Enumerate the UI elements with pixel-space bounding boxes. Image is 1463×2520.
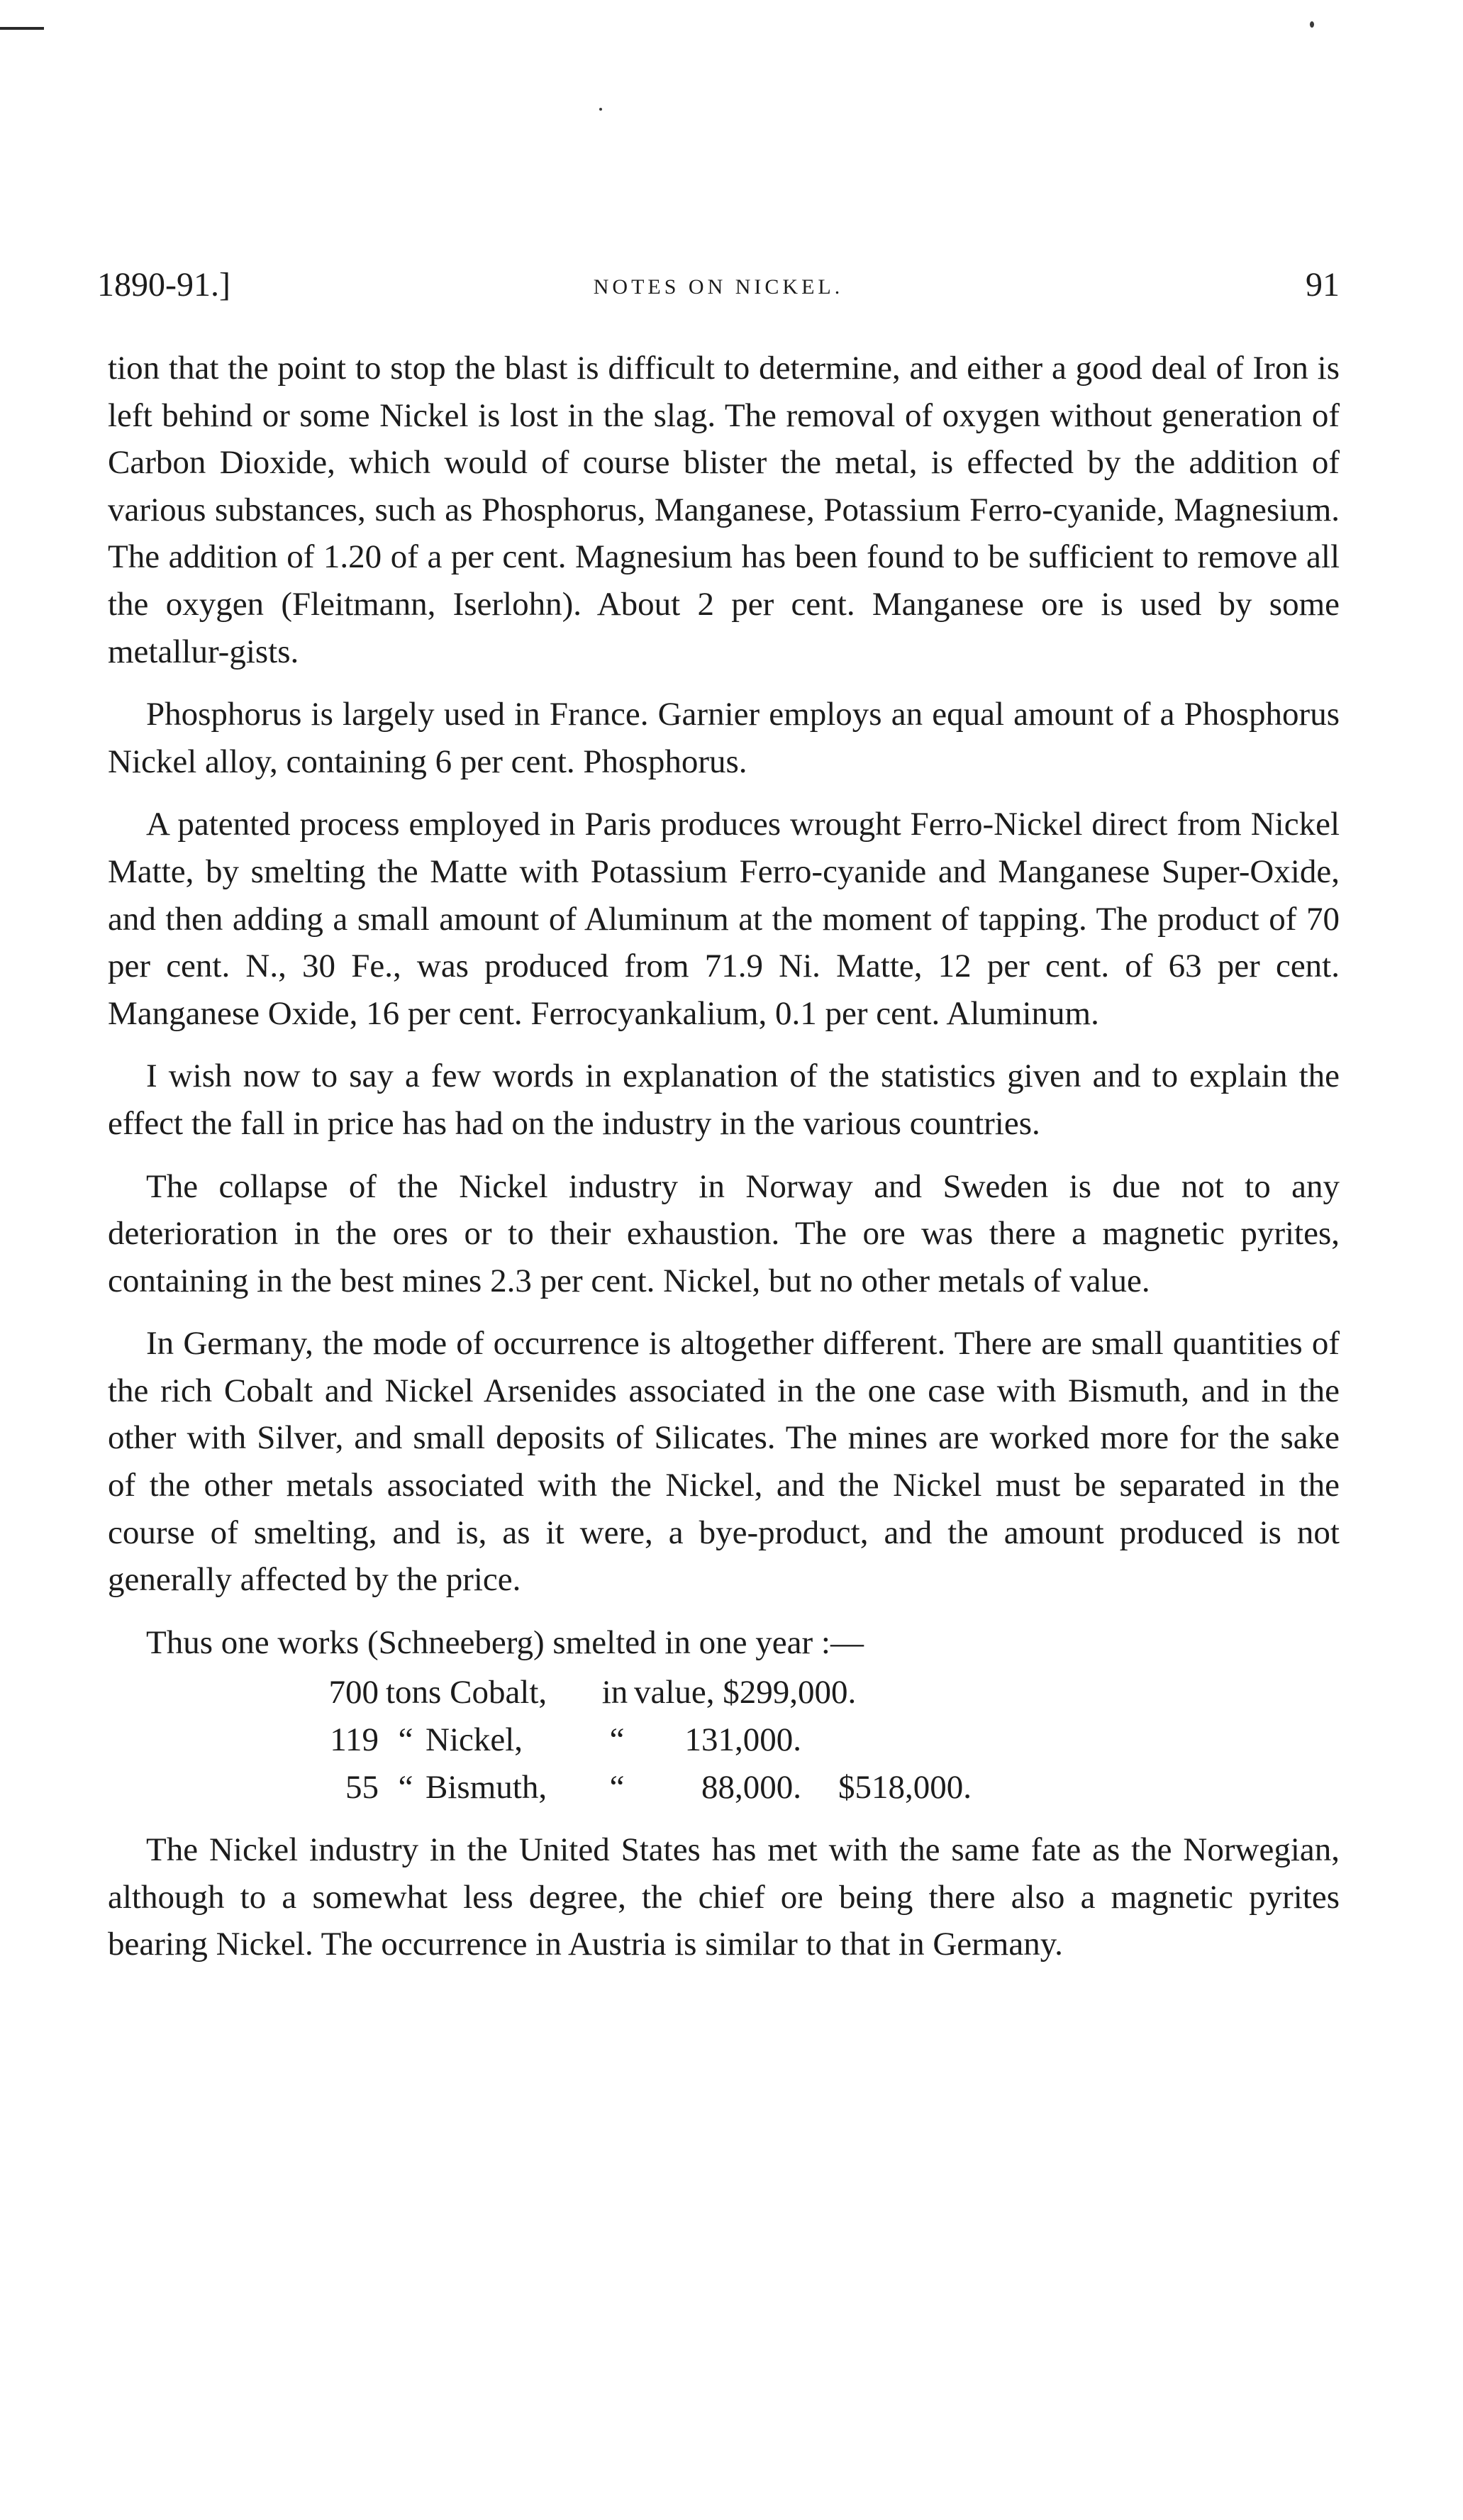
table-cell-total xyxy=(801,1716,972,1764)
table-row xyxy=(306,1764,1340,1811)
page-speck xyxy=(1310,21,1314,28)
paragraph: A patented process employed in Paris produces wrought Ferro-Nickel direct from Nickel Matte, by smelting the Matte with Potassium Ferro-cyanide and Manganese Super-Oxide, and then adding a small amount of Aluminum at the moment of tapping. The product of 70 per cent. N., 30 Fe., was produced from 71.9 Ni. Matte, 12 per cent. of 63 per cent. Manganese Oxide, 16 per cent. Ferrocyankalium, 0.1 per cent. Aluminum. xyxy=(108,806,1340,1032)
paragraph: The Nickel industry in the United States has met with the same fate as the Norwegian, although to a somewhat less degree, the chief ore being there also a magnetic pyrites bearing Nickel. The occurrence in Austria is similar to that in Germany. xyxy=(108,1831,1340,1963)
table-cell-ditto: “ xyxy=(398,1721,413,1759)
header-title: NOTES ON NICKEL. xyxy=(593,275,844,299)
table-cell-item: Nickel, xyxy=(425,1721,523,1759)
table-cell-item: Bismuth, xyxy=(425,1768,547,1806)
table-cell-ditto: “ xyxy=(609,1768,625,1806)
header-volume: 1890-91.] xyxy=(97,266,230,304)
table-cell-total xyxy=(811,1669,981,1716)
table-cell-ditto: “ xyxy=(398,1768,413,1806)
running-header xyxy=(97,264,1340,306)
page-number: 91 xyxy=(1306,266,1340,304)
table-cell-total: $518,000. xyxy=(838,1768,972,1806)
body-text xyxy=(108,345,1340,1984)
table-cell-value: 131,000. xyxy=(684,1721,801,1759)
table-row xyxy=(306,1716,1340,1764)
table-cell-qty: 55 xyxy=(345,1768,379,1806)
page-speck xyxy=(599,108,602,111)
table-cell-value: 88,000. xyxy=(701,1768,801,1806)
paragraph: Thus one works (Schneeberg) smelted in one year :— xyxy=(146,1623,864,1661)
table-cell-ditto: in xyxy=(601,1674,628,1711)
smelting-table xyxy=(306,1669,1340,1811)
margin-mark xyxy=(0,27,44,30)
table-cell-qty: 119 xyxy=(330,1721,379,1759)
table-cell-ditto: “ xyxy=(609,1721,625,1759)
paragraph: tion that the point to stop the blast is difficult to determine, and either a good deal of Iron is left behind or some Nickel is lost in the slag. The removal of oxygen without generation of Carbon Dioxide, which would of course blister the metal, is effected by the addition of various substances, such as Phosphorus, Manganese, Potassium Ferro-cyanide, Magnesium. The addition of 1.20 of a per cent. Magnesium has been found to be sufficient to remove all the oxygen (Fleitmann, Iserlohn). About 2 per cent. Manganese ore is used by some metallur-gists. xyxy=(108,350,1340,670)
paragraph: The collapse of the Nickel industry in Norway and Sweden is due not to any deterioration in the ores or to their exhaustion. The ore was there a magnetic pyrites, containing in the best mines 2.3 per cent. Nickel, but no other metals of value. xyxy=(108,1167,1340,1299)
paragraph: In Germany, the mode of occurrence is altogether different. There are small quantities of the rich Cobalt and Nickel Arsenides associated in the one case with Bismuth, and in the other with Silver, and small deposits of Silicates. The mines are worked more for the sake of the other metals associated with the Nickel, and the Nickel must be separated in the course of smelting, and is, as it were, a bye-product, and the amount produced is not generally affected by the price. xyxy=(108,1325,1340,1599)
table-row xyxy=(306,1669,1340,1716)
paragraph: Phosphorus is largely used in France. Garnier employs an equal amount of a Phosphorus Nickel alloy, containing 6 per cent. Phosphorus. xyxy=(108,696,1340,780)
paragraph: I wish now to say a few words in explanation of the statistics given and to explain the effect the fall in price has had on the industry in the various countries. xyxy=(108,1058,1340,1142)
table-cell-value: value, $299,000. xyxy=(634,1674,857,1711)
table-cell-qty: 700 xyxy=(328,1674,379,1711)
table-cell-item: tons Cobalt, xyxy=(386,1674,547,1711)
